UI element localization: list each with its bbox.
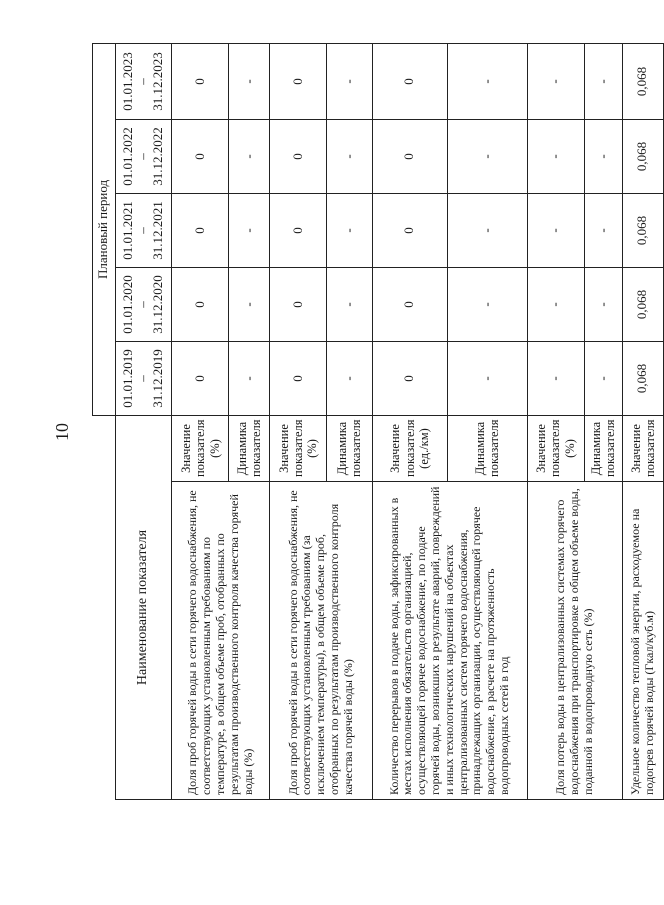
indicator-kind-dynamics: Динамика показателя bbox=[327, 416, 373, 482]
table-cell: - bbox=[447, 268, 527, 342]
indicator-kind-dynamics: Динамика показателя bbox=[447, 416, 527, 482]
period-header: 01.01.2021 – 31.12.2021 bbox=[115, 194, 172, 268]
table-cell: 0 bbox=[270, 43, 327, 119]
indicators-table bbox=[92, 43, 664, 800]
table-cell: - bbox=[527, 342, 584, 416]
table-cell: - bbox=[327, 43, 373, 119]
table-cell: - bbox=[229, 194, 270, 268]
table-cell: 0 bbox=[372, 120, 447, 194]
indicator-name: Удельное количество тепловой энергии, расходуемое на подогрев горячей воды (Гкал/куб.м) bbox=[622, 482, 663, 800]
table-cell: - bbox=[584, 43, 622, 119]
table-cell: 0,068 bbox=[622, 120, 663, 194]
table-cell: - bbox=[327, 268, 373, 342]
table-cell: - bbox=[584, 120, 622, 194]
indicator-kind-dynamics: Динамика показателя bbox=[229, 416, 270, 482]
table-cell: 0 bbox=[172, 268, 229, 342]
table-cell: 0,068 bbox=[622, 268, 663, 342]
table-cell: - bbox=[447, 120, 527, 194]
table-cell: 0 bbox=[172, 342, 229, 416]
table-cell: 0 bbox=[372, 43, 447, 119]
table-cell: 0,068 bbox=[622, 43, 663, 119]
period-header: 01.01.2020 – 31.12.2020 bbox=[115, 268, 172, 342]
table-cell: 0,068 bbox=[622, 342, 663, 416]
table-cell: 0 bbox=[372, 342, 447, 416]
indicator-kind-dynamics: Динамика показателя bbox=[584, 416, 622, 482]
table-cell: - bbox=[229, 43, 270, 119]
table-cell: - bbox=[447, 194, 527, 268]
table-cell: - bbox=[327, 342, 373, 416]
table-cell: 0 bbox=[270, 120, 327, 194]
period-header: 01.01.2019 – 31.12.2019 bbox=[115, 342, 172, 416]
table-cell: - bbox=[229, 120, 270, 194]
table-cell: 0 bbox=[270, 194, 327, 268]
table-cell: - bbox=[447, 43, 527, 119]
table-cell: - bbox=[584, 342, 622, 416]
table-cell: - bbox=[447, 342, 527, 416]
table-cell: 0 bbox=[172, 194, 229, 268]
table-row bbox=[372, 43, 447, 799]
table-cell: 0 bbox=[172, 120, 229, 194]
table-cell: 0,068 bbox=[622, 194, 663, 268]
table-cell: - bbox=[527, 43, 584, 119]
table-cell: - bbox=[584, 194, 622, 268]
indicator-name-header: Наименование показателя bbox=[115, 416, 172, 800]
indicator-name: Доля проб горячей воды в сети горячего водоснабжения, не соответствующих установленным требованиям (за исключением температуры), в общем объеме проб, отобранных по результатам производственного контроля качества горячей воды (%) bbox=[270, 482, 372, 800]
table-cell: 0 bbox=[270, 268, 327, 342]
indicator-kind-value: Значение показателя bbox=[622, 416, 663, 482]
page-number: 10 bbox=[52, 423, 72, 441]
period-header: 01.01.2023 – 31.12.2023 bbox=[115, 43, 172, 119]
indicator-kind-value: Значение показателя (ед./км) bbox=[372, 416, 447, 482]
table-cell: - bbox=[327, 120, 373, 194]
table-cell: - bbox=[527, 268, 584, 342]
table-row bbox=[527, 43, 584, 799]
header-blank bbox=[93, 416, 116, 800]
indicator-kind-value: Значение показателя (%) bbox=[527, 416, 584, 482]
table-cell: - bbox=[527, 194, 584, 268]
table-row bbox=[622, 43, 663, 799]
planned-period-header: Плановый период bbox=[93, 43, 116, 415]
table-cell: 0 bbox=[372, 268, 447, 342]
table-cell: - bbox=[229, 268, 270, 342]
table-cell: - bbox=[327, 194, 373, 268]
indicator-kind-value: Значение показателя (%) bbox=[172, 416, 229, 482]
indicators-table-rotated bbox=[92, 44, 664, 800]
indicator-name: Доля проб горячей воды в сети горячего водоснабжения, не соответствующих установленным требованиям по температуре, в общем объеме проб, отобранных по результатам производственного контроля качества горячей воды (%) bbox=[172, 482, 270, 800]
table-cell: 0 bbox=[372, 194, 447, 268]
table-cell: 0 bbox=[270, 342, 327, 416]
table-cell: - bbox=[229, 342, 270, 416]
table-row bbox=[172, 43, 229, 799]
table-cell: - bbox=[527, 120, 584, 194]
indicator-name: Доля потерь воды в централизованных системах горячего водоснабжения при транспортировке в общем объеме воды, поданной в водопроводную сеть (%) bbox=[527, 482, 622, 800]
table-cell: 0 bbox=[172, 43, 229, 119]
table-cell: - bbox=[584, 268, 622, 342]
table-row bbox=[270, 43, 327, 799]
period-header: 01.01.2022 – 31.12.2022 bbox=[115, 120, 172, 194]
indicator-name: Количество перерывов в подаче воды, зафиксированных в местах исполнения обязательств организацией, осуществляющей горячее водоснабжение, по подаче горячей воды, возникших в результате аварий, повреждений и иных технологических нарушений на объектах централизованных систем горячего водоснабжения, принадлежащих организации, осуществляющей горячее водоснабжение, в расчете на протяженность водопроводных сетей в год bbox=[372, 482, 527, 800]
indicator-kind-value: Значение показателя (%) bbox=[270, 416, 327, 482]
